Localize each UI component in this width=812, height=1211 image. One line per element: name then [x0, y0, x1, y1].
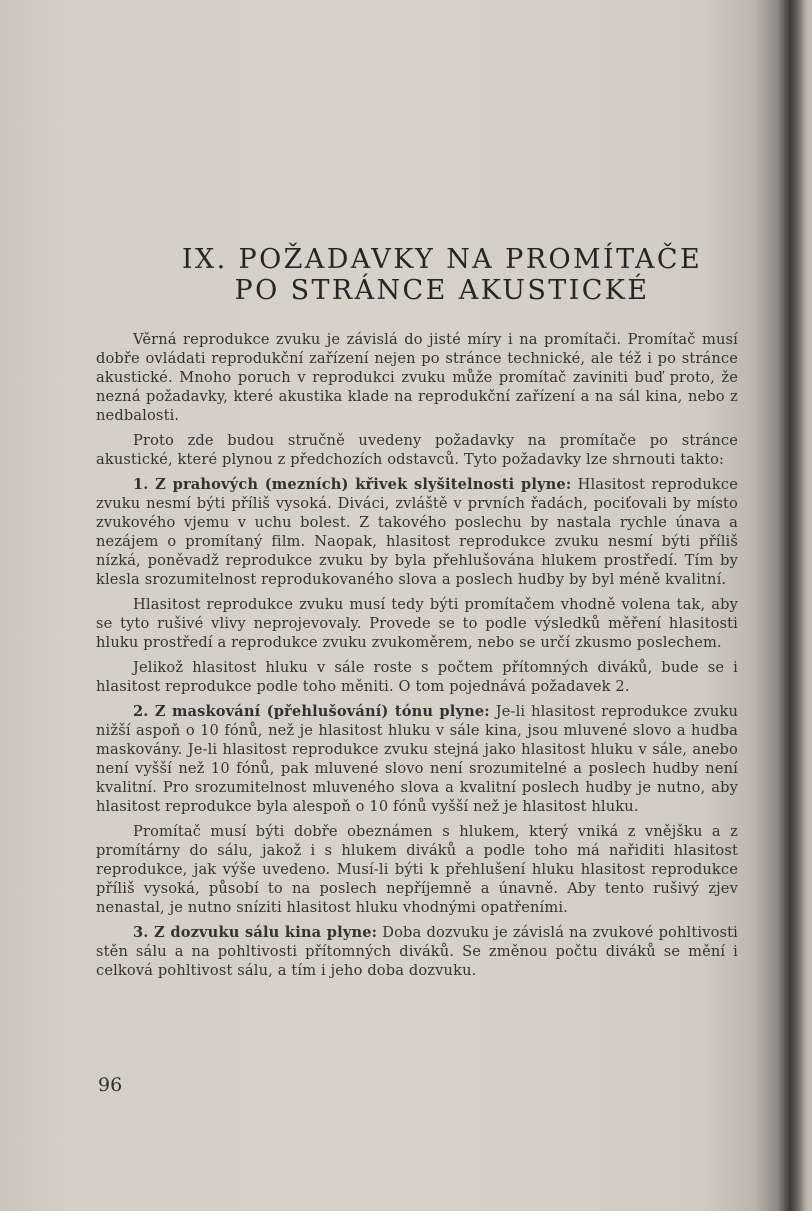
requirement-2: [96, 702, 738, 816]
paragraph-5: [96, 658, 738, 696]
chapter-title: [96, 244, 738, 306]
requirement-2-text: Je-li hlasitost reprodukce zvuku nižší aspoň o 10 fónů, než je hlasitost hluku v sále kina, jsou mluvené slovo a hudba maskovány. Je-li hlasitost reprodukce zvuku stejná jako hlasitost hluku v sále, anebo není vyšší než 10 fónů, pak mluvené slovo není srozumitelné a poslech hudby není kvalitní. Pro srozumitelnost mluveného slova a kvalitní poslech hudby je nutno, aby hlasitost reprodukce byla alespoň o 10 fónů vyšší než je hlasitost hluku.: [96, 703, 738, 815]
requirement-3: [96, 923, 738, 980]
paragraph-text: Věrná reprodukce zvuku je závislá do jisté míry i na promítači. Promítač musí dobře ovládati reprodukční zařízení nejen po stránce technické, ale též i po stránce akustické. Mnoho poruch v reprodukci zvuku může promítač zaviniti buď proto, že nezná požadavky, které akustika klade na reprodukční zařízení a na sál kina, nebo z nedbalosti.: [96, 331, 738, 424]
chapter-title-line-2: PO STRÁNCE AKUSTICKÉ: [234, 275, 650, 306]
paragraph-text: Hlasitost reprodukce zvuku musí tedy býti promítačem vhodně volena tak, aby se tyto rušivé vlivy neprojevovaly. Provede se to podle výsledků měření hlasitosti hluku prostředí a reprodukce zvuku zvukoměrem, nebo se určí zkusmo poslechem.: [96, 596, 738, 651]
page-number: 96: [98, 1074, 123, 1096]
paragraph-1: [96, 330, 738, 425]
paragraph-text: Proto zde budou stručně uvedeny požadavky na promítače po stránce akustické, které plynou z předchozích odstavců. Tyto požadavky lze shrnouti takto:: [96, 432, 738, 468]
paragraph-4: [96, 595, 738, 652]
body-text: [96, 330, 738, 980]
chapter-title-line-1: IX. POŽADAVKY NA PROMÍTAČE: [181, 244, 703, 275]
paragraph-7: [96, 822, 738, 917]
requirement-3-text: Doba dozvuku je závislá na zvukové pohltivosti stěn sálu a na pohltivosti přítomných diváků. Se změnou počtu diváků se mění i celková pohltivost sálu, a tím i jeho doba dozvuku.: [96, 924, 738, 979]
requirement-3-heading: 3. Z dozvuku sálu kina plyne:: [133, 924, 378, 941]
page-content: [96, 244, 738, 986]
requirement-1: [96, 475, 738, 589]
paragraph-2: [96, 431, 738, 469]
paragraph-text: Promítač musí býti dobře obeznámen s hlukem, který vniká z vnějšku a z promítárny do sálu, jakož i s hlukem diváků a podle toho má nařiditi hlasitost reprodukce, jak výše uvedeno. Musí-li býti k přehlušení hluku hlasitost reprodukce příliš vysoká, působí to na poslech nepříjemně a únavně. Aby tento rušivý zjev nenastal, je nutno sníziti hlasitost hluku vhodnými opatřeními.: [96, 823, 738, 916]
paragraph-text: Jelikož hlasitost hluku v sále roste s počtem přítomných diváků, bude se i hlasitost reprodukce podle toho měniti. O tom pojednává požadavek 2.: [96, 659, 738, 695]
requirement-1-text: Hlasitost reprodukce zvuku nesmí býti příliš vysoká. Diváci, zvláště v prvních řadách, pociťovali by místo zvukového vjemu v uchu bolest. Z takového poslechu by nastala rychle únava a nezájem o promítaný film. Naopak, hlasitost reprodukce zvuku nesmí býti příliš nízká, poněvadž reprodukce zvuku by byla přehlušována hlukem prostředí. Tím by klesla srozumitelnost reprodukovaného slova a poslech hudby by byl méně kvalitní.: [96, 476, 738, 588]
requirement-2-heading: 2. Z maskování (přehlušování) tónu plyne:: [133, 703, 490, 720]
requirement-1-heading: 1. Z prahových (mezních) křivek slyšitelnosti plyne:: [133, 476, 572, 493]
